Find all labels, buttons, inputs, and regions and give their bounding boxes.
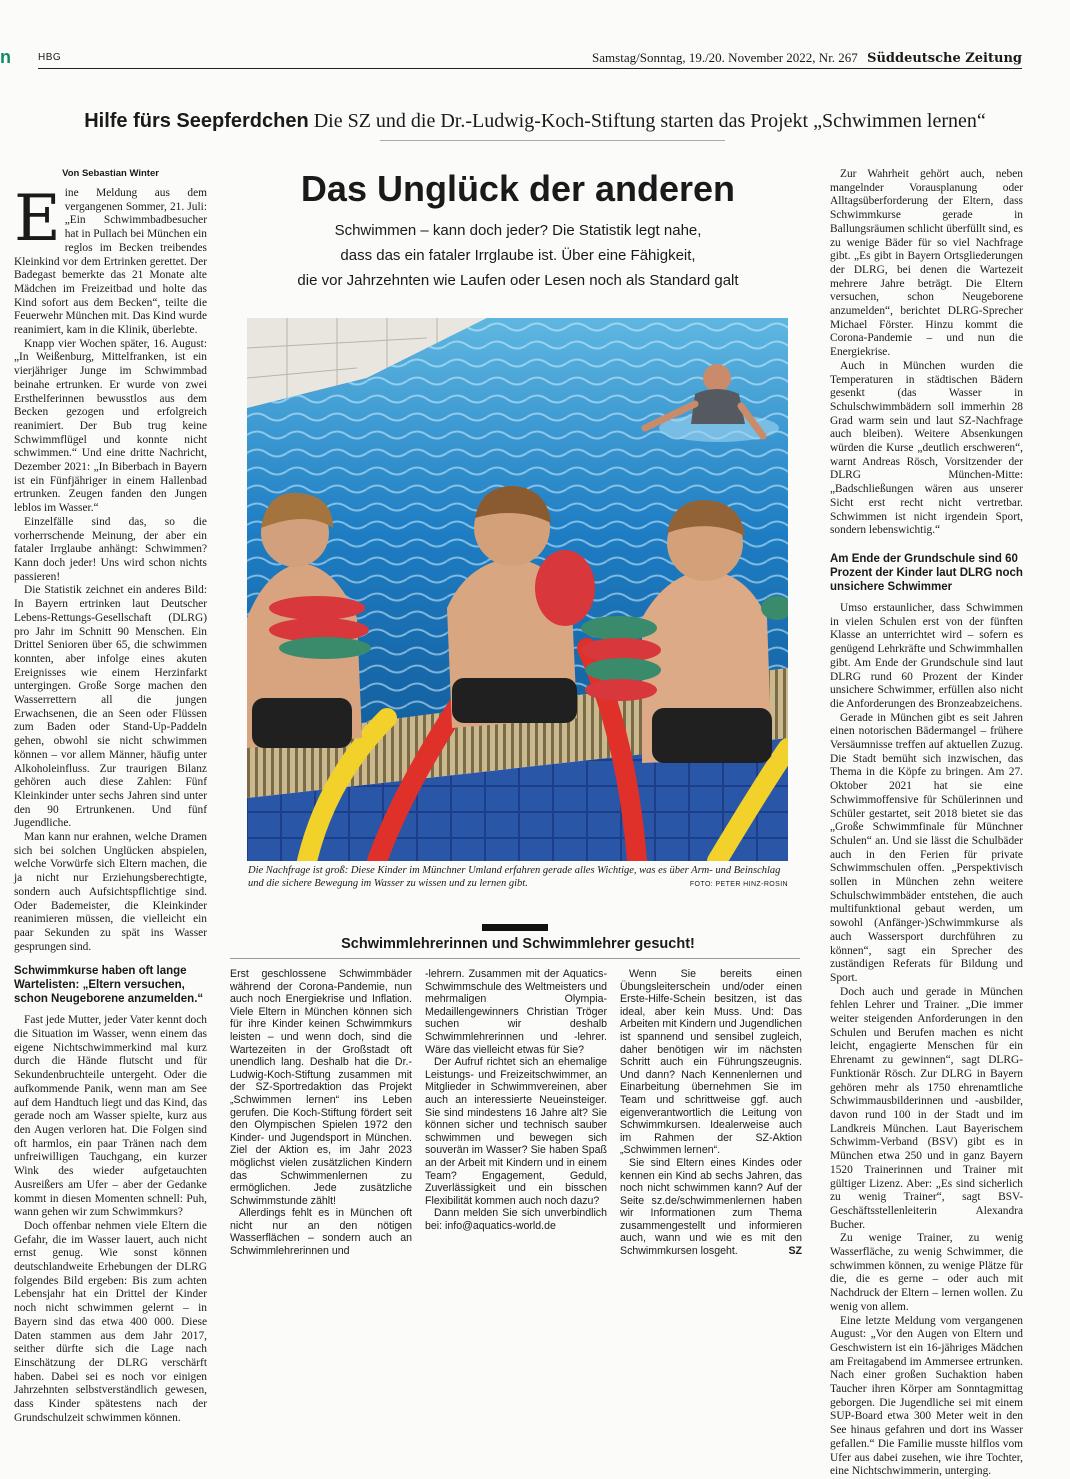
kicker-rule [380,140,725,141]
body-paragraph: Doch auch und gerade in München fehlen Lehrer und Trainer. „Die immer weiter steigenden Anforderungen in den Schulen und Berufen machen es nicht leicht, engagierte Menschen für ein Ehrenamt zu gewinnen“, sagt DLRG-Funktionär Rösch. Zur DLRG in Bayern gehören mehr als 1750 ehrenamtliche Schwimmausbilderinnen und -ausbilder, davon rund 100 in der Stadt und im Landkreis München. Laut Bayerischem Schwimm-Verband (BSV) gibt es in München etwa 250 und in ganz Bayern 1520 Trainerinnen und Trainer mit gültiger Lizenz. Aber: „Es sind sicherlich zu wenig Trainer“, sagt BSV-Geschäftsstellenleiterin Alexandra Bucher. [830,985,1023,1231]
box-rule [230,958,800,959]
body-paragraph: Einzelfälle sind das, so die vorherrschende Meinung, der aber ein fataler Irrglaube anhängt: Schwimmen? Kann doch jeder! Uns wird schon nichts passieren! [14,515,207,583]
box-paragraph: Allerdings fehlt es in München oft nicht nur an den nötigen Wasserflächen – sondern auch an Schwimmlehrerinnen und [230,1207,412,1258]
headline: Das Unglück der anderen [300,168,736,209]
box-paragraph: Erst geschlossene Schwimmbäder während der Corona-Pandemie, nun auch noch Energiekrise und Inflation. Viele Eltern in München können sich für ihre Kinder keinen Schwimmkurs leisten – und wenn doch, sind die Wartezeiten in der Großstadt oft unendlich lang. Deshalb hat die Dr.-Ludwig-Koch-Stiftung zusammen mit der SZ-Sportredaktion das Projekt „Schwimmen lernen“ ins Leben gerufen. Die Koch-Stiftung fördert seit den Olympischen Spielen 1972 den Kinder- und Jugendsport in München. Ziel der Aktion es, im Jahr 2023 möglichst vielen zusätzlichen Kindern das Schwimmenlernen zu ermöglichen. Jede zusätzliche Schwimmstunde zählt! [230,968,412,1207]
byline: Von Sebastian Winter [62,168,159,179]
article-column-left [14,168,207,1425]
section-color-mark: n [0,47,11,67]
body-paragraph: Auch in München wurden die Temperaturen in städtischen Bädern gesenkt (das Wasser in Schulschwimmbädern soll immerhin 28 Grad warm sein und laut SZ-Nachfrage auch bleiben). Weitere Absenkungen würden die Kurse „deutlich erschweren“, warnt Andreas Rösch, Vorsitzender der DLRG München-Mitte: „Badschließungen wären aus unserer Sicht erst recht nicht vertretbar. Schwimmen ist nicht irgendein Sport, sondern lebenswichtig.“ [830,359,1023,537]
header-rule [38,68,1022,69]
issue-dateline [592,50,1022,66]
newspaper-logo: Süddeutsche Zeitung [867,51,1022,66]
deck: Schwimmen – kann doch jeder? Die Statistik legt nahe, dass das ein fataler Irrglaube ist. Über eine Fähigkeit, die vor Jahrzehnten wie Laufen oder Lesen noch als Standard galt [297,222,739,289]
box-column-2 [425,968,607,1232]
body-paragraph: Doch offenbar nehmen viele Eltern die Gefahr, die im Wasser lauert, auch nicht ernst genug. Wie sonst können deutschlandweite Erhebungen der DLRG folgendes Bild ergeben: Bis zum achten Lebensjahr hat ein Drittel der Kinder noch nicht schwimmen gelernt – in Bayern sind das etwa 400 000. Diese Daten stammen aus dem Jahr 2017, seither dürfte sich die Lage nach Einschätzung der DLRG verschärft haben. Dabei sei es noch vor einigen Jahrzehnten selbstverständlich gewesen, dass Kinder spätestens nach der Grundschulzeit schwimmen können. [14,1219,207,1424]
body-paragraph: Eine letzte Meldung vom vergangenen August: „Vor den Augen von Eltern und Geschwistern ist ein 16-jähriges Mädchen am Freitagabend im Ammersee ertrunken. Nach einer großen Suchaktion haben Taucher ihren Körper am Sonntagmittag geborgen. Die Jugendliche sei mit einem SUP-Board etwa 300 Meter weit in den See hinaus gefahren und dort ins Wasser gefallen.“ Die Familie musste hilflos vom Ufer aus dabei zusehen, wie ihre Tochter, eine Nichtschwimmerin, unterging. [830,1314,1023,1478]
author-sign: SZ [788,1245,802,1258]
page-kicker [0,110,1070,133]
article-column-right [830,168,1023,1479]
box-paragraph: -lehrern. Zusammen mit der Aquatics-Schwimmschule des Weltmeisters und mehrmaligen Olympia-Medaillengewinners Christian Tröger suchen wir deshalb Schwimmlehrerinnen und -lehrer. Wäre das vielleicht etwas für Sie? [425,968,607,1056]
body-paragraph: Gerade in München gibt es seit Jahren einen notorischen Bädermangel – frühere Versäumnisse treffen auf aktuellen Zuzug. Die Stadt bemüht sich inzwischen, das Thema in die Köpfe zu bringen. Am 27. Oktober 2021 hat sie eine Schwimmoffensive für Schülerinnen und Schüler gestartet, seit 2018 bietet sie das „Große Schwimmfinale für Münchner Schulen“ an. Und sie lässt die Schulbäder auch in den Ferien für private Schwimmschulen offen. „Perspektivisch sollen in München zehn weitere Schulschwimmbäder entstehen, die auch multifunktional gebaut werden, um sowohl (Anfänger-)Schwimmkurse als auch Wassersport durchführen zu können“, sagt ein Sprecher des zuständigen Referats für Bildung und Sport. [830,711,1023,984]
kicker-text: Die SZ und die Dr.-Ludwig-Koch-Stiftung starten das Projekt „Schwimmen lernen“ [308,110,986,132]
body-paragraph: Fast jede Mutter, jeder Vater kennt doch die Situation im Wasser, wenn einem das eigene Nichtschwimmerkind mal kurz durch die Hände flutscht und für Sekundenbruchteile untergeht. Oder die aufkommende Panik, wenn man am See auf dem Handtuch liegt und das Kind, das gerade noch am Wasser spielte, kurz aus den Augen verloren hat. Die Folgen sind oft harmlos, ein paar Tränen nach dem unfreiwilligen Tauchgang, ein kurzer Wink des wieder aufgetauchten Ausreißers am Ufer – aber der Gedanke kommt in diesen Momenten schnell: Puh, wann gehen wir zum Schwimmkurs? [14,1014,207,1219]
issue-date: Samstag/Sonntag, 19./20. November 2022, Nr. 267 [592,50,858,65]
box-column-1 [230,968,412,1258]
box-title: Schwimmlehrerinnen und Schwimmlehrer gesucht! [341,936,695,952]
body-paragraph: Umso erstaunlicher, dass Schwimmen in vielen Schulen erst von der fünften Klasse an unterrichtet wird – sofern es genügend Lehrkräfte und Schwimmhallen gibt. Am Ende der Grundschule sind laut DLRG rund 60 Prozent der Kinder unsichere Schwimmer, erfüllen also nicht die Anforderungen des Bronzeabzeichens. [830,601,1023,710]
box-paragraph: Wenn Sie bereits einen Übungsleiterschein und/oder einen Erste-Hilfe-Schein besitzen, ist das ideal, aber kein Muss. Und: Das Arbeiten mit Kindern und Jugendlichen ist spannend und sensibel zugleich, daher benötigen wir im nächsten Schritt auch ein Führungszeugnis. Und dann? Nach Kennenlernen und Einarbeitung übernehmen Sie im Team und schrittweise ggf. auch eigenverantwortlich die Leitung von Schwimmkursen. Idealerweise auch im Rahmen der SZ-Aktion „Schwimmen lernen“. [620,968,802,1157]
box-marker-bar [482,924,548,931]
body-paragraph: Man kann nur erahnen, welche Dramen sich bei solchen Unglücken abspielen, welche Vorwürfe sich Eltern machen, die ja nicht nur Erziehungsberechtigte, sondern auch Aufsichtspflichtige sind. Oder Bademeister, die Kleinkinder reanimieren müssen, die vielleicht ein paar Sekunden zu spät ins Wasser gesprungen sind. [14,831,207,953]
box-column-3 [620,968,802,1258]
box-paragraph: Sie sind Eltern eines Kindes oder kennen ein Kind ab sechs Jahren, das noch nicht schwimmen kann? Auf der Seite sz.de/schwimmenlernen haben wir Informationen zum Thema zusammengestellt und informieren auch, wann und wie es mit den Schwimmkursen losgeht. SZ [620,1156,802,1258]
subheading: Am Ende der Grundschule sind 60 Prozent der Kinder laut DLRG noch unsichere Schwimmer [830,552,1023,593]
body-paragraph: Zu wenige Trainer, zu wenig Wasserfläche, zu wenig Schwimmer, die schwimmen können, zu wenige Plätze für die, die es gerne – oder auch mit Nachdruck der Eltern – lernen wollen. Zu wenig von allem. [830,1232,1023,1313]
box-paragraph: Der Aufruf richtet sich an ehemalige Leistungs- und Freizeitschwimmer, an Mitglieder in Schwimmvereinen, aber auch an interessierte Neueinsteiger. Sie sind mindestens 16 Jahre alt? Sie können sicher und technisch sauber schwimmen und bewegen sich souverän im Wasser? Sie haben Spaß an der Arbeit mit Kindern und in einem Team? Engagement, Geduld, Zuverlässigkeit und ein bisschen Flexibilität kommen auch noch dazu? [425,1056,607,1207]
photo-credit: FOTO: PETER HINZ-ROSIN [689,880,788,888]
subheading: Schwimmkurse haben oft lange Wartelisten: „Eltern versuchen, schon Neugeborene anzumelden.“ [14,965,204,1006]
drop-cap: E [14,182,61,256]
kicker-title: Hilfe fürs Seepferdchen [84,110,309,132]
caption-text: Die Nachfrage ist groß: Diese Kinder im Münchner Umland erfahren gerade alles Wichtige, was es über Arm- und Beinschlag und die sichere Bewegung im Wasser zu wissen und zu lernen gibt. [248,865,781,889]
photo-caption [248,865,788,890]
lead-paragraph: Eine Meldung aus dem vergangenen Sommer, 21. Juli: „Ein Schwimmbadbesucher hat in Pullach bei München ein reglos im Becken treibendes Kleinkind vor dem Ertrinken gerettet. Der Badegast bemerkte das 21 Monate alte Mädchen im Freizeitbad und holte das Kind sofort aus dem Becken“, teilte die Feuerwehr München mit. Das Kind wurde reanimiert, kam in die Klinik, überlebte. [14,182,207,337]
article-photo [247,318,788,861]
box-paragraph-contact: Dann melden Sie sich unverbindlich bei: info@aquatics-world.de [425,1207,607,1232]
section-label: HBG [38,52,62,63]
body-paragraph: Die Statistik zeichnet ein anderes Bild: In Bayern ertrinken laut Deutscher Lebens-Rettungs-Gesellschaft (DLRG) pro Jahr im Schnitt 90 Menschen. Ein Drittel Senioren über 65, die schwimmen konnten, aber infolge eines akuten Ereignisses wie einem Herzinfarkt untergingen. Große Sorge machen den Wasserrettern all die jungen Erwachsenen, die an Seen oder Flüssen zum Baden oder Stand-Up-Paddeln gehen, obwohl sie nicht schwimmen können – vor allem Männer, häufig unter Alkoholeinfluss. Zur traurigen Bilanz gehören auch diese Zahlen: Fünf Kleinkinder unter sechs Jahren sind unter den 90 Ertrunkenen. Und fünf Jugendliche. [14,584,207,830]
body-paragraph: Knapp vier Wochen später, 16. August: „In Weißenburg, Mittelfranken, ist ein vierjähriger Junge im Schwimmbad beinahe ertrunken. Er wurde von zwei Ersthelferinnen bewusstlos aus dem Becken gezogen und erfolgreich reanimiert. Der Bub trug keine Schwimmflügel und konnte nicht schwimmen.“ Und eine dritte Nachricht, Dezember 2021: „In Biberbach in Bayern ist ein Fünfjähriger in einem Hallenbad ertrunken. Zeugen fanden den Jungen leblos im Wasser.“ [14,337,207,515]
body-paragraph: Zur Wahrheit gehört auch, neben mangelnder Vorausplanung oder Alltagsüberforderung der Eltern, dass Schwimmkurse gerade in Ballungsräumen schlicht überfüllt sind, es zu wenige Bäder für so viel Nachfrage gibt. „Es gibt in Bayern Ortsgliederungen der DLRG, bei denen die Wartezeit mehrere Jahre beträgt. Die Eltern versuchen, schon Neugeborene anzumelden“, berichtet DLRG-Sprecher Michael Förster. Hinzu kommt die Corona-Pandemie – und nun die Energiekrise. [830,168,1023,359]
